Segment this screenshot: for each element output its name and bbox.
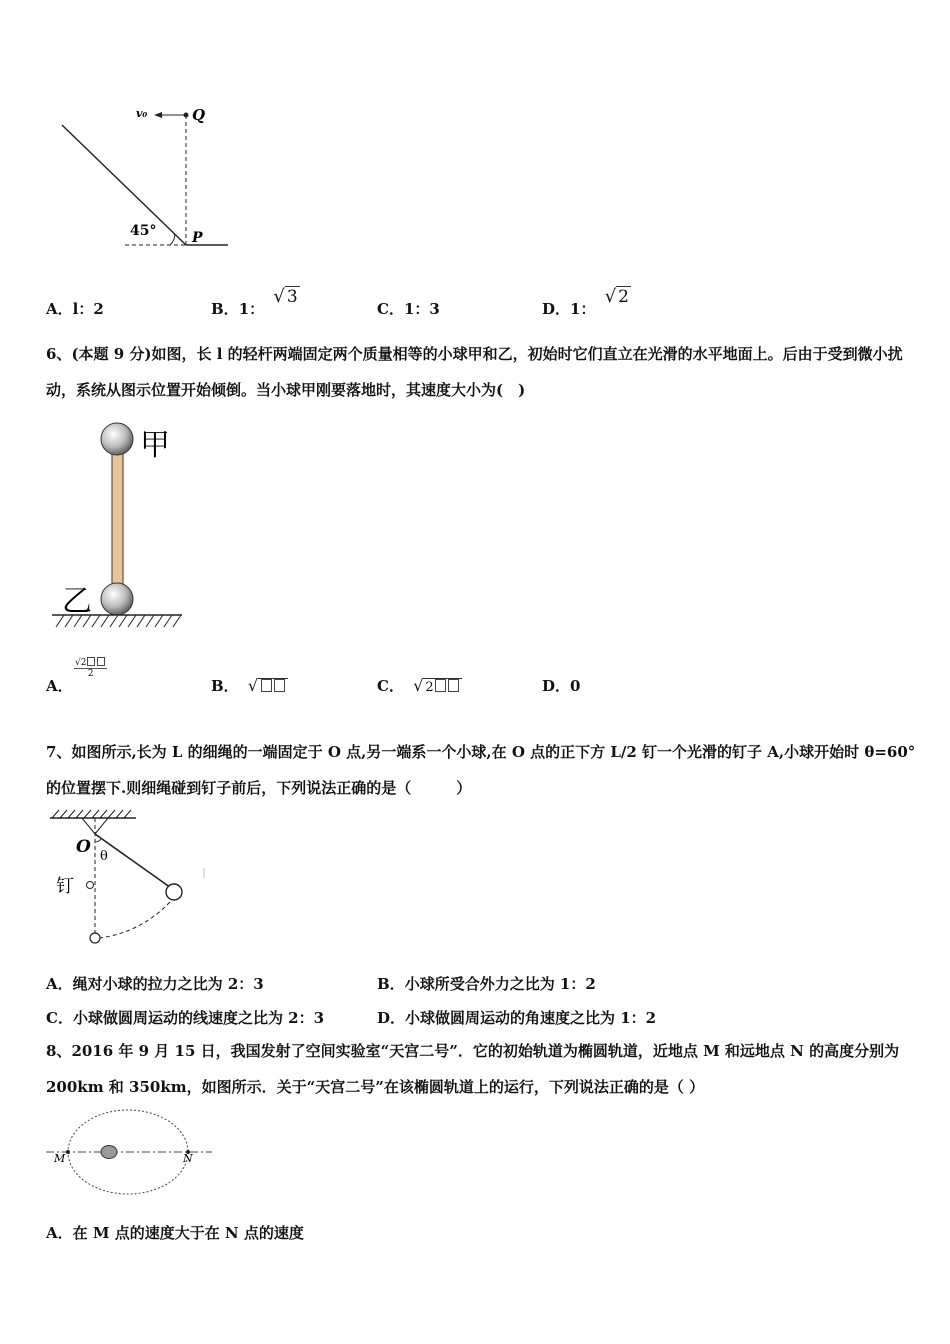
question-text: 2016 年 9 月 15 日，我国发射了空间实验室“天宫二号”．它的初始轨道为椭圆轨道，近地点 M 和远地点 N 的高度分别为 200km 和 350km，如图所示．关于“天宫二号”在该椭圆轨道上的运行，下列说法正确的是（ ） [46, 1042, 900, 1096]
fraction: √2 2 [74, 657, 107, 679]
nail-label: 钉 [56, 876, 74, 897]
option-label: C． [377, 300, 404, 318]
question-text: (本题 9 分)如图，长 l 的轻杆两端固定两个质量相等的小球甲和乙，初始时它们直立在光滑的水平地面上。后由于受到微小扰动，系统从图示位置开始倾倒。当小球甲刚要落地时，其速度大小为( ) [46, 345, 903, 399]
q6-option-d[interactable] [542, 675, 580, 696]
option-text: 小球做圆周运动的线速度之比为 2：3 [72, 1009, 325, 1027]
q8-question [46, 1033, 916, 1105]
option-text: 绳对小球的拉力之比为 2：3 [72, 975, 264, 993]
q-label: Q [192, 106, 206, 124]
option-label: D． [542, 677, 571, 695]
option-label: A． [46, 677, 73, 695]
q5-option-a[interactable] [46, 298, 104, 319]
option-label: A． [46, 1224, 73, 1242]
q5-option-d[interactable] [542, 286, 629, 319]
option-label: A． [46, 300, 73, 318]
q5-option-c[interactable] [377, 298, 440, 319]
q7-option-a[interactable] [46, 973, 264, 994]
q6-figure [48, 415, 198, 635]
option-label: B． [377, 975, 405, 993]
option-label: D． [542, 300, 571, 318]
p-label: P [192, 230, 203, 246]
sqrt-expression: √ 2 [604, 286, 629, 307]
option-text: 1： [570, 300, 596, 318]
option-text: 小球所受合外力之比为 1：2 [404, 975, 596, 993]
v0-label: v₀ [136, 107, 148, 120]
question-number: 6、 [46, 345, 72, 363]
ball-jia-label: 甲 [140, 428, 170, 463]
question-number: 7、 [46, 743, 72, 761]
n-label: N [183, 1152, 193, 1165]
sqrt-expression: √ 2 [413, 676, 461, 695]
option-text: l：2 [72, 300, 104, 318]
option-label: C． [377, 677, 404, 695]
q6-option-c[interactable] [377, 675, 458, 696]
m-label: M [54, 1152, 66, 1165]
option-text: 1：3 [403, 300, 440, 318]
q7-option-d[interactable] [377, 1007, 656, 1028]
sqrt-expression: √ 3 [273, 286, 298, 307]
q8-option-a[interactable] [46, 1222, 304, 1243]
option-label: B． [211, 300, 239, 318]
q5-figure [40, 95, 240, 255]
q7-question [46, 734, 916, 806]
q7-option-c[interactable] [46, 1007, 324, 1028]
angle-label: 45° [130, 223, 157, 239]
option-text: 小球做圆周运动的角速度之比为 1：2 [405, 1009, 657, 1027]
ball-yi-label: 乙 [62, 584, 92, 619]
question-number: 8、 [46, 1042, 72, 1060]
option-label: C． [46, 1009, 73, 1027]
q8-figure [40, 1105, 220, 1200]
option-label: D． [377, 1009, 406, 1027]
sqrt-expression: √ [248, 676, 288, 695]
option-text: 1： [238, 300, 265, 318]
q5-option-b[interactable] [211, 286, 298, 319]
option-text: 在 M 点的速度大于在 N 点的速度 [72, 1224, 304, 1242]
theta-label: θ [100, 849, 108, 864]
q6-question [46, 336, 916, 408]
option-label: A． [46, 975, 73, 993]
o-label: O [76, 837, 91, 857]
option-text: 0 [570, 677, 581, 695]
option-label: B． [211, 677, 239, 695]
q7-option-b[interactable] [377, 973, 596, 994]
question-text: 如图所示,长为 L 的细绳的一端固定于 O 点,另一端系一个小球,在 O 点的正下方 L/2 钉一个光滑的钉子 A,小球开始时 θ=60°的位置摆下.则细绳碰到钉子前后，下列说法正确的是（ ） [46, 743, 916, 797]
q7-figure [40, 808, 220, 953]
q6-option-a[interactable] [46, 658, 94, 696]
q6-option-b[interactable] [211, 675, 284, 696]
